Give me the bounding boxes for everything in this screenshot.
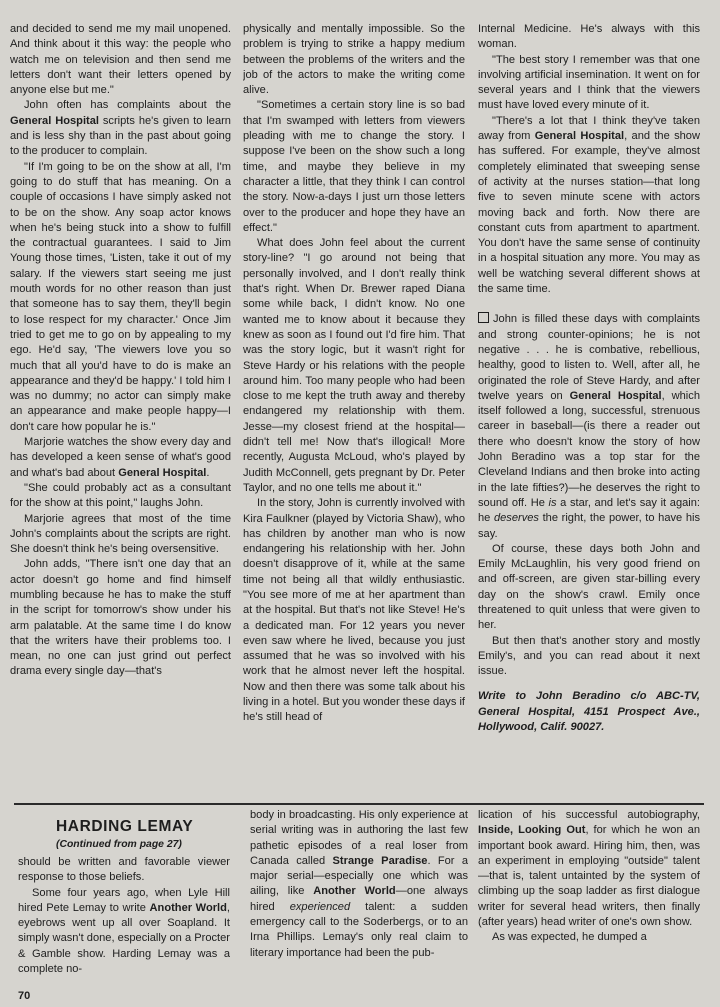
- paragraph: John often has complaints about the General Hospital scripts he's given to learn and is less shy than in the past about going to the producer to complain.: [10, 99, 231, 158]
- section-divider: [14, 803, 704, 805]
- page-number: 70: [18, 990, 31, 1002]
- show-title: General Hospital: [118, 466, 207, 479]
- article-column-3: [478, 22, 700, 810]
- article-column-1: [10, 22, 231, 810]
- paragraph: "She could probably act as a consultant for the show at this point," laughs John.: [10, 481, 231, 510]
- paragraph: But then that's another story and mostly Emily's, and you can read about it next issue.: [478, 634, 700, 678]
- continued-note: (Continued from page 27): [56, 839, 182, 850]
- paragraph: body in broadcasting. His only experience at serial writing was in authoring the last few pathetic episodes of a real loser from Canada called Strange Paradise. For a major serial—especially one which was ailing, like Another World—one always hired experienced talent: a sudden emergency call to the Soderbergs, or to an Irna Phillips. Lemay's only real claim to literary importance had been the pub-: [250, 809, 468, 959]
- sidebar-column-2: [250, 808, 468, 1007]
- paragraph: should be written and favorable viewer response to those beliefs.: [18, 856, 230, 884]
- section-box-icon: [478, 312, 489, 323]
- paragraph: "There's a lot that I think they've taken away from General Hospital, and the show has suffered. For example, they've almost completely eliminated that sweeping sense of activity at the nurses station—that long five to seven minute scene with actors moving back and forth. Now there are constant cuts from apartment to apartment. You don't have the same sense of continuity in a hospital situation any more. You may as well be watching several different shows at the same time.: [478, 114, 700, 296]
- show-title: General Hospital: [534, 130, 625, 143]
- book-title: Inside, Looking Out: [478, 824, 586, 837]
- sidebar-headline: HARDING LEMAY: [56, 818, 194, 835]
- show-title: General Hospital: [10, 114, 99, 127]
- paragraph: Marjorie agrees that most of the time John's complaints about the scripts are right. She doesn't think he's being oversensitive.: [10, 512, 231, 556]
- paragraph: and decided to send me my mail unopened. And think about it this way: the people who watch me on television and then send me letters don't want their letters opened by anyone else but me.": [10, 23, 231, 97]
- paragraph: What does John feel about the current story-line? "I go around not being that personally involved, and I don't really think that's right. When Dr. Brewer raped Diana some while back, I didn't know. No one wanted me to know about it because they knew as soon as I found out I'd fire him. That was the story logic, but it wasn't right for Steve Hardy or his relations with the people around him. Too many people who had been close to me kept the truth away and thereby endangered my relationship with them. Jesse—my closest friend at the hospital—didn't tell me! Now that's illogical! More recently, Augusta McLoud, who's played by Judith McConnell, gets pregnant by Dr. Peter Taylor, and no one tells me about it.": [243, 237, 465, 494]
- paragraph: "The best story I remember was that one involving artificial insemination. It went on for several years and I think that the viewers must have loved every minute of it.: [478, 53, 700, 112]
- paragraph: physically and mentally impossible. So the problem is trying to strike a happy medium between the problems of the writers and the job of the actors to make the writing come alive.: [243, 23, 465, 97]
- sidebar-column-3: [478, 808, 700, 1007]
- paragraph: Some four years ago, when Lyle Hill hired Pete Lemay to write Another World, eyebrows went up all over Soapland. It simply wasn't done, especially on a Procter & Gamble show. Harding Lemay was a complete no-: [18, 886, 230, 976]
- paragraph: Internal Medicine. He's always with this woman.: [478, 23, 700, 51]
- show-title: Another World: [149, 901, 227, 914]
- fan-mail-address: Write to John Beradino c/o ABC-TV, General Hospital, 4151 Prospect Ave., Hollywood, Calif. 90027.: [478, 690, 700, 734]
- article-column-2: [243, 22, 465, 810]
- paragraph: "If I'm going to be on the show at all, I'm going to do stuff that has meaning. On a couple of occasions I have simply asked not to be on the show. Any soap actor knows when he's being stuck into a show to fulfill the contractual guarantees. I said to Jim Young those times, 'Listen, take it out of my salary. If the viewers start seeing me just mouth words for no other reason than just that someone has to say them, they'll begin to lose respect for my character.' Once Jim tried to get me to go on by appealing to my ego. He'd say, 'The viewers love you so much that all you'd have to do is make an appearance and they'd be happy.' I told him I was no dummy; no actor can simply make an appearance and make people happy—I don't care how popular he is.": [10, 160, 231, 433]
- paragraph: "Sometimes a certain story line is so bad that I'm swamped with letters from viewers pleading with me to change the story. I suppose I've been on the show such a long time, and maybe they believe in my character a little, that they think I can control the story. Now-a-days I just urn those letters over to the producer and hope they have an effect.": [243, 99, 465, 234]
- paragraph: lication of his successful autobiography, Inside, Looking Out, for which he won an important book award. Hiring him, then, was an experiment in employing "outside" talent—that is, talent untainted by the system of climbing up the soap ladder as first dialogue writer for several head writers, then finally (after years) head writer of one's own show.: [478, 809, 700, 929]
- show-title: Another World: [313, 885, 396, 898]
- show-title: General Hospital: [569, 389, 662, 402]
- paragraph: As was expected, he dumped a: [492, 931, 647, 944]
- paragraph: Of course, these days both John and Emily McLaughlin, his very good friend on and off-screen, are given star-billing every day on the show's crawl. Emily once threatened to quit unless that were given to her.: [478, 542, 700, 632]
- paragraph: Marjorie watches the show every day and has developed a keen sense of what's good and what's bad about General Hospital.: [10, 436, 231, 479]
- show-title: Strange Paradise: [332, 854, 428, 867]
- paragraph: John adds, "There isn't one day that an actor doesn't go home and find himself mumbling because he has to make the stuff in the script for tomorrow's show under his arm palatable. At the same time I do know that the writers have their problems too. I mean, no one can just grind out perfect drama every single day—that's: [10, 558, 231, 678]
- sidebar-column-1: [18, 855, 230, 995]
- paragraph: John is filled these days with complaints and strong counter-opinions; he is not negative . . . he is combative, rebellious, healthy, good to listen to. Well, after all, he originated the role of Steve Hardy, and after twelve years on General Hospital, which itself followed a long, successful, strenuous career in baseball—(is there a reader out there who doesn't know the story of how John Beradino was a top star for the Cleveland Indians and then broke into acting in the late fifties?)—he deserves the right to sound off. He is a star, and let's say it again: he deserves the right, the power, to have his say.: [478, 313, 700, 540]
- paragraph: In the story, John is currently involved with Kira Faulkner (played by Victoria Shaw), who has children by another man who is now endangering his relationship with her. John doesn't disapprove of it, while at the same time not being all that wildly enthusiastic. "You see more of me at her apartment than at the hospital. But that's not like Steve! He's a dedicated man. For 12 years you never even saw where he lived, because you just assumed that he was so involved with his work that he almost never left the hospital. Now and then there was some talk about his living in a hotel. But you wonder these days if he's still head of: [243, 497, 465, 724]
